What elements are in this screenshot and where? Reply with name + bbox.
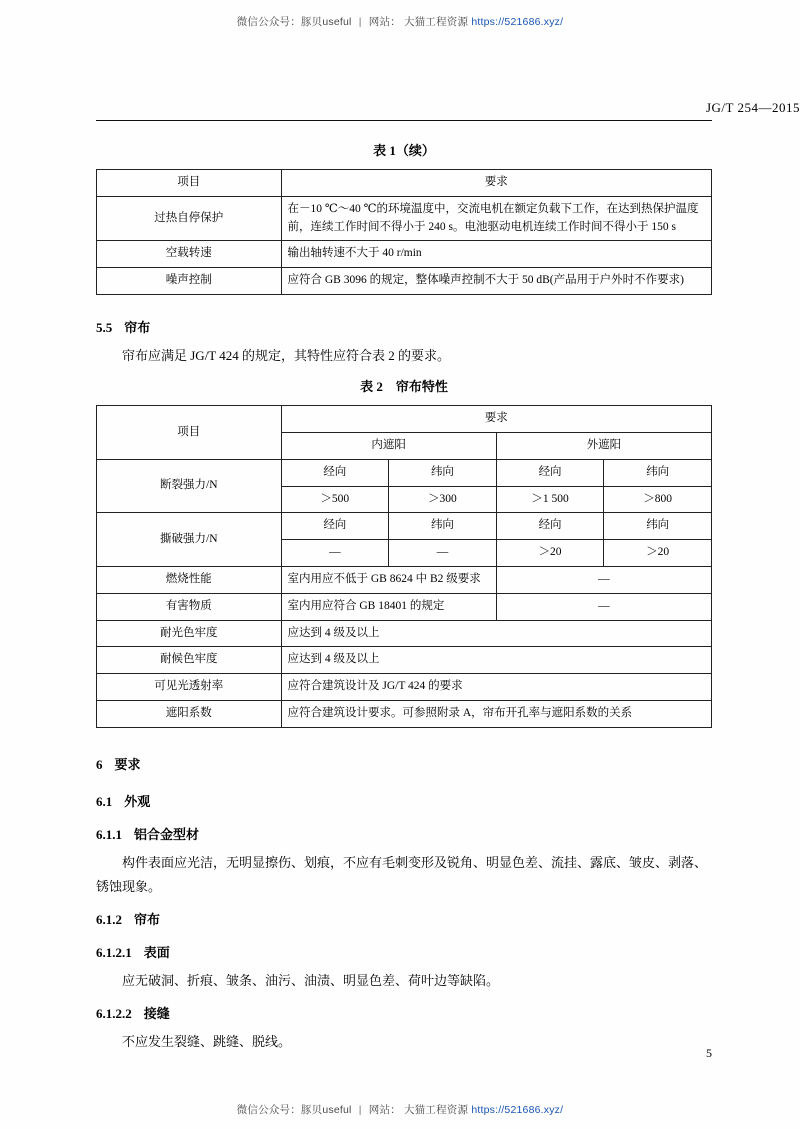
section-6-1-2-2-number: 6.1.2.2 bbox=[96, 1006, 132, 1021]
table2-full-value: 应达到 4 级及以上 bbox=[281, 620, 712, 647]
section-6-title: 要求 bbox=[114, 756, 141, 772]
table2-item-burning: 燃烧性能 bbox=[97, 566, 282, 593]
section-6-1-2-2-title: 接缝 bbox=[143, 1006, 170, 1021]
section-6-1-heading bbox=[96, 791, 712, 810]
table1-requirement: 输出轴转速不大于 40 r/min bbox=[281, 241, 712, 268]
table2-item-weather-fastness: 耐候色牢度 bbox=[97, 647, 282, 674]
table-row bbox=[97, 268, 712, 295]
table-row bbox=[97, 701, 712, 728]
table-row bbox=[97, 170, 712, 197]
section-6-1-2-2-paragraph: 不应发生裂缝、跳缝、脱线。 bbox=[122, 1034, 292, 1049]
table1-item: 空载转速 bbox=[97, 241, 282, 268]
section-6-1-1-paragraph: 构件表面应光洁，无明显擦伤、划痕，不应有毛刺变形及锐角、明显色差、流挂、露底、皱皮、剥落、锈蚀现象。 bbox=[96, 854, 708, 894]
watermark-site-label: 网站： bbox=[368, 1104, 401, 1116]
table2-item-light-fastness: 耐光色牢度 bbox=[97, 620, 282, 647]
section-6-1-1-title: 铝合金型材 bbox=[134, 826, 200, 842]
table2-outer-value: — bbox=[496, 566, 711, 593]
table-row bbox=[97, 513, 712, 540]
table1-item: 过热自停保护 bbox=[97, 196, 282, 241]
section-6-1-2-heading bbox=[96, 909, 712, 928]
table2-item-tear-strength: 撕破强力/N bbox=[97, 513, 282, 567]
watermark-url: https://521686.xyz/ bbox=[471, 16, 564, 28]
section-6-1-2-1-heading bbox=[96, 942, 712, 961]
table-row bbox=[97, 566, 712, 593]
table2-header-requirement: 要求 bbox=[281, 406, 712, 433]
header-standard-code: JG/T 254—2015 bbox=[705, 100, 800, 115]
table2-value: ＞20 bbox=[496, 540, 604, 567]
table-1 bbox=[96, 169, 712, 295]
table1-requirement: 在－10 ℃～40 ℃的环境温度中，交流电机在额定负载下工作，在达到热保护温度前，连续工作时间不得小于 240 s。电池驱动电机连续工作时间不得小于 150 s bbox=[281, 196, 712, 241]
table2-full-value: 应符合建筑设计及 JG/T 424 的要求 bbox=[281, 674, 712, 701]
table2-value: ＞800 bbox=[604, 486, 712, 513]
watermark-bottom bbox=[0, 1102, 800, 1117]
table-row bbox=[97, 593, 712, 620]
table2-value: ＞1 500 bbox=[496, 486, 604, 513]
section-6-1-2-2-heading bbox=[96, 1003, 712, 1022]
watermark-url: https://521686.xyz/ bbox=[471, 1104, 564, 1116]
table1-header-requirement: 要求 bbox=[281, 170, 712, 197]
table2-value: — bbox=[389, 540, 497, 567]
section-5-5-heading bbox=[96, 317, 712, 336]
table2-header-item: 项目 bbox=[97, 406, 282, 460]
table2-value: ＞20 bbox=[604, 540, 712, 567]
section-5-5-title: 帘布 bbox=[124, 320, 151, 336]
watermark-separator: | bbox=[358, 1104, 362, 1116]
table2-sub-direction: 纬向 bbox=[389, 459, 497, 486]
section-5-5-number: 5.5 bbox=[96, 320, 113, 336]
table2-sub-direction: 纬向 bbox=[389, 513, 497, 540]
section-6-1-2-1-number: 6.1.2.1 bbox=[96, 944, 132, 960]
section-6-1-title: 外观 bbox=[124, 793, 151, 809]
table2-sub-direction: 经向 bbox=[496, 459, 604, 486]
table2-item-transmittance: 可见光透射率 bbox=[97, 674, 282, 701]
section-6-1-1-number: 6.1.1 bbox=[96, 826, 122, 842]
section-5-5-paragraph: 帘布应满足 JG/T 424 的规定，其特性应符合表 2 的要求。 bbox=[122, 348, 451, 364]
table-row bbox=[97, 241, 712, 268]
watermark-top bbox=[0, 14, 800, 29]
section-6-number: 6 bbox=[96, 756, 103, 772]
page-number: 5 bbox=[706, 1046, 712, 1060]
table2-sub-direction: 纬向 bbox=[604, 513, 712, 540]
table2-outer-value: — bbox=[496, 593, 711, 620]
table2-sub-direction: 经向 bbox=[496, 513, 604, 540]
table1-item: 噪声控制 bbox=[97, 268, 282, 295]
table2-value: ＞500 bbox=[281, 486, 389, 513]
section-6-heading bbox=[96, 754, 712, 773]
table2-sub-direction: 经向 bbox=[281, 459, 389, 486]
watermark-wechat: 微信公众号：豚贝useful bbox=[236, 1104, 352, 1116]
table2-caption: 表 2 帘布特性 bbox=[360, 379, 448, 395]
table2-item-hazardous: 有害物质 bbox=[97, 593, 282, 620]
table2-header-outer: 外遮阳 bbox=[496, 432, 711, 459]
section-6-1-2-1-paragraph: 应无破洞、折痕、皱条、油污、油渍、明显色差、荷叶边等缺陷。 bbox=[122, 972, 500, 988]
table-row bbox=[97, 196, 712, 241]
table2-value: — bbox=[281, 540, 389, 567]
watermark-site-name: 大猫工程资源 bbox=[403, 1104, 469, 1116]
table2-sub-direction: 经向 bbox=[281, 513, 389, 540]
table2-sub-direction: 纬向 bbox=[604, 459, 712, 486]
table2-header-inner: 内遮阳 bbox=[281, 432, 496, 459]
table-2 bbox=[96, 405, 712, 728]
table2-full-value: 应达到 4 级及以上 bbox=[281, 647, 712, 674]
section-6-1-2-1-title: 表面 bbox=[143, 944, 170, 960]
table2-inner-value: 室内用应不低于 GB 8624 中 B2 级要求 bbox=[281, 566, 496, 593]
watermark-site-label: 网站： bbox=[368, 16, 401, 28]
section-6-1-2-title: 帘布 bbox=[134, 911, 161, 927]
table1-caption: 表 1（续） bbox=[373, 143, 435, 158]
section-6-1-1-heading bbox=[96, 824, 712, 843]
watermark-separator: | bbox=[358, 16, 362, 28]
table-row bbox=[97, 620, 712, 647]
table1-requirement: 应符合 GB 3096 的规定，整体噪声控制不大于 50 dB(产品用于户外时不作要求) bbox=[281, 268, 712, 295]
section-6-1-2-number: 6.1.2 bbox=[96, 911, 122, 927]
table1-header-item: 项目 bbox=[97, 170, 282, 197]
table2-item-shading-coefficient: 遮阳系数 bbox=[97, 701, 282, 728]
table2-value: ＞300 bbox=[389, 486, 497, 513]
table-row bbox=[97, 674, 712, 701]
table2-inner-value: 室内用应符合 GB 18401 的规定 bbox=[281, 593, 496, 620]
watermark-wechat: 微信公众号：豚贝useful bbox=[236, 16, 352, 28]
table-row bbox=[97, 406, 712, 433]
document-body bbox=[96, 140, 712, 1054]
table-row bbox=[97, 459, 712, 486]
watermark-site-name: 大猫工程资源 bbox=[403, 16, 469, 28]
table2-full-value: 应符合建筑设计要求。可参照附录 A，帘布开孔率与遮阳系数的关系 bbox=[281, 701, 712, 728]
table2-item-breaking-strength: 断裂强力/N bbox=[97, 459, 282, 513]
section-6-1-number: 6.1 bbox=[96, 793, 113, 809]
table-row bbox=[97, 647, 712, 674]
header-rule bbox=[96, 120, 712, 121]
